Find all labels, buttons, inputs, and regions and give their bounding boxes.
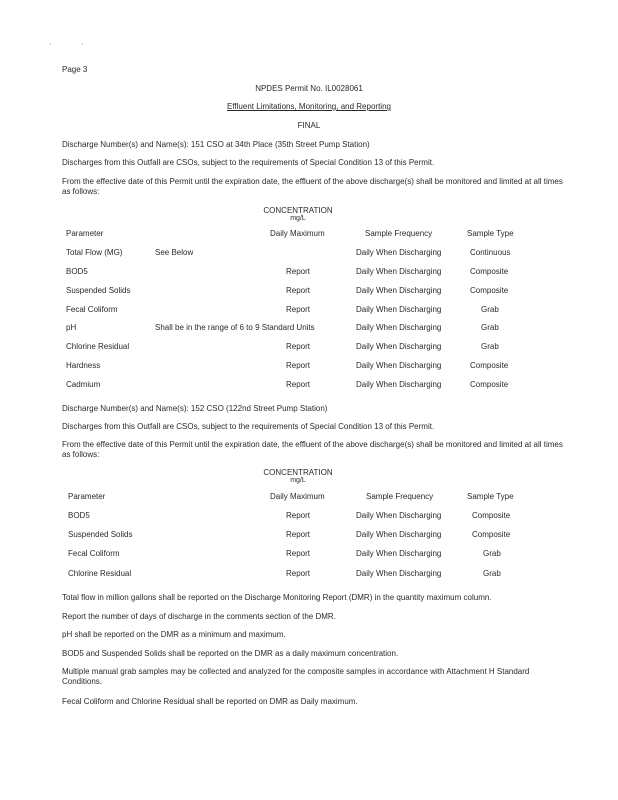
outfall2-concentration-heading: CONCENTRATION bbox=[263, 468, 333, 477]
outfall1-header-type: Sample Type bbox=[467, 229, 514, 238]
table-row bbox=[0, 342, 618, 354]
row-type: Continuous bbox=[470, 248, 511, 257]
note-fecal-chlorine: Fecal Coliform and Chlorine Residual shall be reported on DMR as Daily maximum. bbox=[62, 697, 358, 706]
row-type: Grab bbox=[483, 549, 501, 558]
outfall2-header-parameter: Parameter bbox=[68, 492, 106, 501]
row-freq: Daily When Discharging bbox=[356, 342, 442, 351]
outfall2-cso-note: Discharges from this Outfall are CSOs, subject to the requirements of Special Condition 13 of this Permit. bbox=[62, 422, 435, 431]
outfall2-header-type: Sample Type bbox=[467, 492, 514, 501]
row-max: Report bbox=[286, 267, 311, 276]
status-label: FINAL bbox=[297, 121, 321, 130]
row-max: Report bbox=[286, 511, 311, 520]
table-row bbox=[0, 323, 618, 335]
permit-number: NPDES Permit No. IL0028061 bbox=[255, 84, 363, 93]
row-note: Shall be in the range of 6 to 9 Standard Units bbox=[155, 323, 315, 332]
outfall2-table-header bbox=[0, 492, 618, 504]
table-row bbox=[0, 286, 618, 298]
row-type: Grab bbox=[481, 323, 499, 332]
note-grab-samples: Multiple manual grab samples may be collected and analyzed for the composite samples in accordance with Attachment H Standard Conditions. bbox=[62, 667, 530, 686]
row-type: Composite bbox=[470, 361, 509, 370]
table-row bbox=[0, 248, 618, 260]
row-type: Grab bbox=[481, 305, 499, 314]
outfall2-header-freq: Sample Frequency bbox=[366, 492, 434, 501]
table-row bbox=[0, 511, 618, 523]
table-row bbox=[0, 530, 618, 542]
outfall1-effective-note: From the effective date of this Permit until the expiration date, the effluent of the above discharge(s) shall be monitored and limited at all times as follows: bbox=[62, 177, 563, 196]
row-type: Composite bbox=[470, 380, 509, 389]
row-max: Report bbox=[286, 342, 311, 351]
row-parameter: BOD5 bbox=[66, 267, 88, 276]
row-type: Composite bbox=[470, 267, 509, 276]
table-row bbox=[0, 305, 618, 317]
table-row bbox=[0, 380, 618, 392]
outfall2-discharge-label: Discharge Number(s) and Name(s): 152 CSO (122nd Street Pump Station) bbox=[62, 404, 328, 413]
row-parameter: Cadmium bbox=[66, 380, 101, 389]
outfall1-units: mg/L bbox=[290, 215, 306, 222]
row-freq: Daily When Discharging bbox=[356, 569, 442, 578]
page-number: Page 3 bbox=[62, 65, 88, 74]
table-row bbox=[0, 267, 618, 279]
row-freq: Daily When Discharging bbox=[356, 549, 442, 558]
row-max: Report bbox=[286, 549, 311, 558]
table-row bbox=[0, 361, 618, 373]
row-freq: Daily When Discharging bbox=[356, 361, 442, 370]
note-ph: pH shall be reported on the DMR as a minimum and maximum. bbox=[62, 630, 286, 639]
row-parameter: pH bbox=[66, 323, 77, 332]
row-parameter: Suspended Solids bbox=[66, 286, 131, 295]
row-type: Grab bbox=[483, 569, 501, 578]
outfall1-header-freq: Sample Frequency bbox=[365, 229, 433, 238]
outfall1-header-max: Daily Maximum bbox=[270, 229, 325, 238]
section-title: Effluent Limitations, Monitoring, and Reporting bbox=[227, 102, 391, 111]
row-freq: Daily When Discharging bbox=[356, 380, 442, 389]
outfall1-discharge-label: Discharge Number(s) and Name(s): 151 CSO at 34th Place (35th Street Pump Station) bbox=[62, 140, 370, 149]
row-max: Report bbox=[286, 569, 311, 578]
row-parameter: Hardness bbox=[66, 361, 101, 370]
table-row bbox=[0, 569, 618, 581]
corner-mark-right: ' bbox=[82, 44, 84, 50]
row-max: Report bbox=[286, 286, 311, 295]
row-parameter: Fecal Coliform bbox=[66, 305, 118, 314]
row-note: See Below bbox=[155, 248, 194, 257]
corner-mark-left: ' bbox=[50, 44, 52, 50]
row-type: Composite bbox=[472, 530, 511, 539]
row-parameter: Suspended Solids bbox=[68, 530, 133, 539]
row-parameter: Total Flow (MG) bbox=[66, 248, 123, 257]
note-total-flow: Total flow in million gallons shall be reported on the Discharge Monitoring Report (DMR) in the quantity maximum column. bbox=[62, 593, 492, 602]
row-max: Report bbox=[286, 530, 311, 539]
outfall1-cso-note: Discharges from this Outfall are CSOs, subject to the requirements of Special Condition 13 of this Permit. bbox=[62, 158, 435, 167]
row-freq: Daily When Discharging bbox=[356, 530, 442, 539]
note-days-of-discharge: Report the number of days of discharge in the comments section of the DMR. bbox=[62, 612, 336, 621]
note-bod-tss: BOD5 and Suspended Solids shall be reported on the DMR as a daily maximum concentration. bbox=[62, 649, 399, 658]
row-max: Report bbox=[286, 380, 311, 389]
row-parameter: BOD5 bbox=[68, 511, 90, 520]
row-parameter: Fecal Coliform bbox=[68, 549, 120, 558]
row-type: Composite bbox=[470, 286, 509, 295]
row-freq: Daily When Discharging bbox=[356, 248, 442, 257]
row-type: Grab bbox=[481, 342, 499, 351]
row-parameter: Chlorine Residual bbox=[66, 342, 130, 351]
row-parameter: Chlorine Residual bbox=[68, 569, 132, 578]
outfall2-effective-note: From the effective date of this Permit until the expiration date, the effluent of the above discharge(s) shall be monitored and limited at all times as follows: bbox=[62, 440, 563, 459]
row-max: Report bbox=[286, 305, 311, 314]
row-freq: Daily When Discharging bbox=[356, 305, 442, 314]
table-row bbox=[0, 549, 618, 561]
row-freq: Daily When Discharging bbox=[356, 511, 442, 520]
outfall2-header-max: Daily Maximum bbox=[270, 492, 325, 501]
outfall2-units: mg/L bbox=[290, 477, 306, 484]
row-freq: Daily When Discharging bbox=[356, 286, 442, 295]
outfall1-concentration-heading: CONCENTRATION bbox=[263, 206, 333, 215]
row-type: Composite bbox=[472, 511, 511, 520]
outfall1-header-parameter: Parameter bbox=[66, 229, 104, 238]
row-max: Report bbox=[286, 361, 311, 370]
row-freq: Daily When Discharging bbox=[356, 267, 442, 276]
row-freq: Daily When Discharging bbox=[356, 323, 442, 332]
outfall1-table-header bbox=[0, 229, 618, 241]
